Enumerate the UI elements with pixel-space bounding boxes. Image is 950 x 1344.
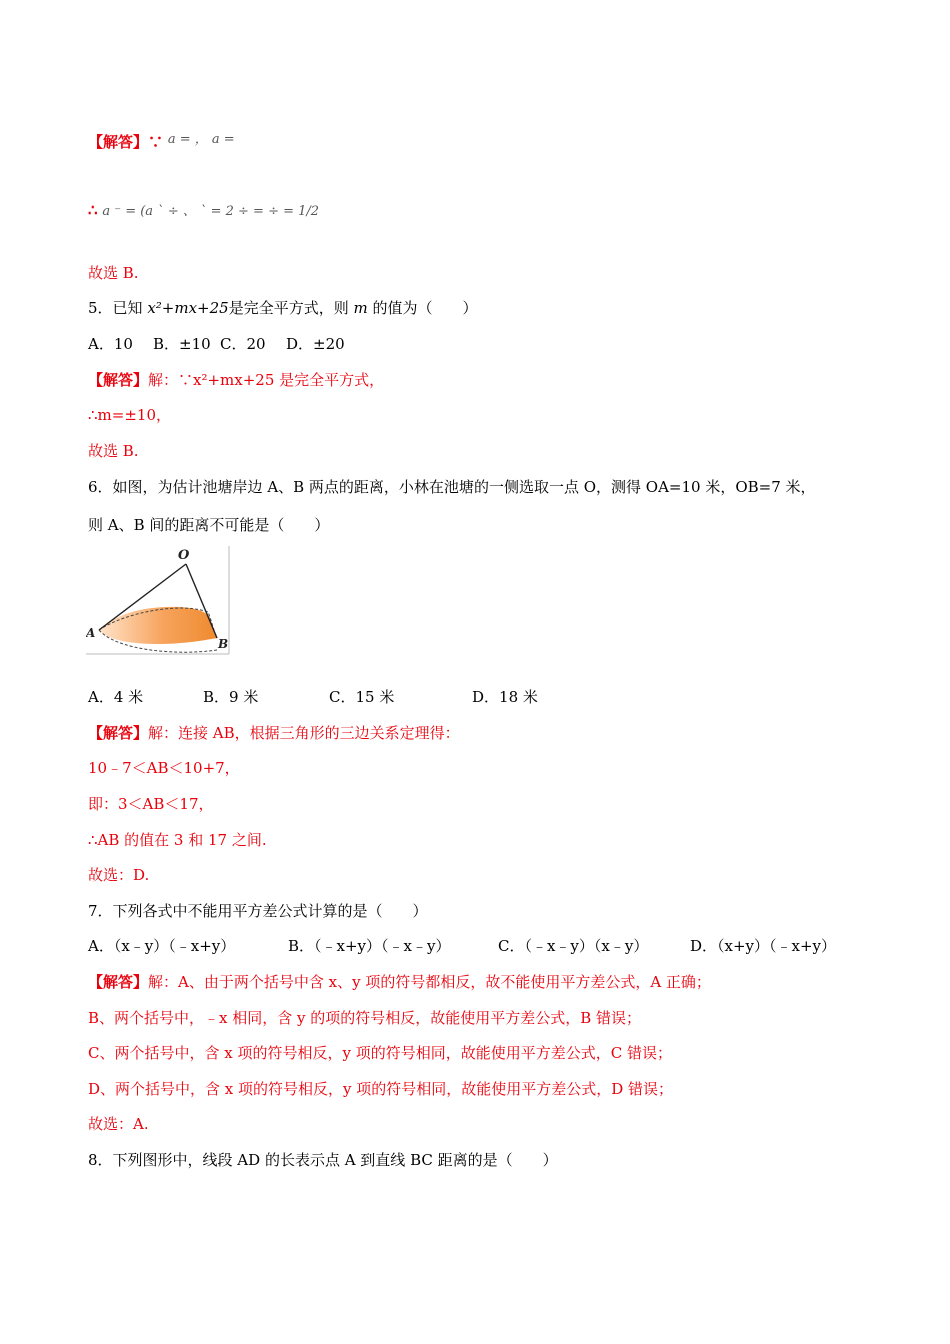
q6-sol-line2: 10﹣7＜AB＜10+7， xyxy=(88,759,240,777)
q6-option-c: C．15 米 xyxy=(329,688,395,706)
q5-option-a: A．10 xyxy=(88,335,133,353)
q5-option-c: C．20 xyxy=(220,335,266,353)
therefore-symbol: ∴ xyxy=(88,201,98,219)
q5-choose: 故选 B. xyxy=(88,442,139,460)
q5-option-b: B．±10 xyxy=(153,335,211,353)
q5-stem-prefix: 5．已知 xyxy=(88,299,148,317)
q6-sol-line1 xyxy=(88,723,460,743)
q6-sol-tag: 【解答】 xyxy=(88,724,149,742)
label-o: O xyxy=(178,548,190,563)
q6-sol-text1: 解：连接 AB，根据三角形的三边关系定理得： xyxy=(148,724,460,742)
pond-triangle-figure xyxy=(86,546,232,658)
q7-sol-line4: D、两个括号中，含 x 项的符号相反，y 项的符号相同，故能使用平方差公式，D 错误； xyxy=(88,1080,674,1098)
q7-sol-line2: B、两个括号中，﹣x 相同，含 y 的项的符号相反，故能使用平方差公式，B 错误； xyxy=(88,1009,642,1027)
sol4-formula-fragment-1: a = ， a = xyxy=(167,132,235,147)
q7-sol-text1: 解：A、由于两个括号中含 x、y 项的符号都相反，故不能使用平方差公式，A 正确； xyxy=(148,973,711,991)
q7-option-d: D．（x+y）（﹣x+y） xyxy=(690,937,837,955)
q5-stem-end: 的值为（ ） xyxy=(367,299,478,317)
q7-sol-line1 xyxy=(88,972,711,992)
sol4-formula-fragment-2: a ⁻ = (a ˋ ÷ 、 ˋ = 2 ÷ = ÷ = 1/2 xyxy=(102,204,320,219)
pond-shape xyxy=(99,607,217,644)
q7-option-b: B．（﹣x+y）（﹣x﹣y） xyxy=(288,937,451,955)
q5-stem-math: x²+mx+25 xyxy=(147,299,229,317)
q7-sol-line3: C、两个括号中，含 x 项的符号相反，y 项的符号相同，故能使用平方差公式，C 错误； xyxy=(88,1044,672,1062)
q5-options xyxy=(88,334,345,354)
q6-sol-line3: 即：3＜AB＜17， xyxy=(88,795,214,813)
q5-sol-line2: ∴m=±10， xyxy=(88,406,171,424)
sol4-choose: 故选 B. xyxy=(88,264,139,282)
sol4-line2 xyxy=(88,200,319,222)
q7-choose: 故选：A. xyxy=(88,1115,149,1133)
q6-sol-line4: ∴AB 的值在 3 和 17 之间. xyxy=(88,831,267,849)
because-symbol: ∵ xyxy=(148,133,164,151)
q5-sol-tag: 【解答】 xyxy=(88,371,149,389)
label-a: A xyxy=(86,626,96,640)
q7-options xyxy=(88,936,836,956)
q5-stem-suffix: 是完全平方式，则 xyxy=(228,299,354,317)
q7-option-a: A．（x﹣y）（﹣x+y） xyxy=(88,937,236,955)
q6-stem-line2: 则 A、B 间的距离不可能是（ ） xyxy=(88,516,330,534)
q6-choose: 故选：D. xyxy=(88,866,150,884)
q5-option-d: D．±20 xyxy=(286,335,345,353)
q6-option-b: B．9 米 xyxy=(203,688,259,706)
q5-sol-text1: 解：∵x²+mx+25 是完全平方式， xyxy=(148,371,385,389)
q7-stem: 7．下列各式中不能用平方差公式计算的是（ ） xyxy=(88,902,428,920)
q6-option-d: D．18 米 xyxy=(472,688,538,706)
q5-sol-line1 xyxy=(88,370,384,390)
q5-stem xyxy=(88,298,478,318)
label-b: B xyxy=(218,637,229,651)
q7-option-c: C．（﹣x﹣y）（x﹣y） xyxy=(498,937,649,955)
q5-stem-var: m xyxy=(353,299,368,317)
q7-sol-tag: 【解答】 xyxy=(88,973,149,991)
q8-stem: 8．下列图形中，线段 AD 的长表示点 A 到直线 BC 距离的是（ ） xyxy=(88,1151,558,1169)
sol4-line1 xyxy=(88,130,235,152)
q6-option-a: A．4 米 xyxy=(88,688,144,706)
q6-stem-line1: 6．如图，为估计池塘岸边 A、B 两点的距离，小林在池塘的一侧选取一点 O，测得 OA=10 米，OB=7 米， xyxy=(88,478,816,496)
q6-options xyxy=(88,687,538,707)
sol4-tag: 【解答】 xyxy=(88,133,149,151)
